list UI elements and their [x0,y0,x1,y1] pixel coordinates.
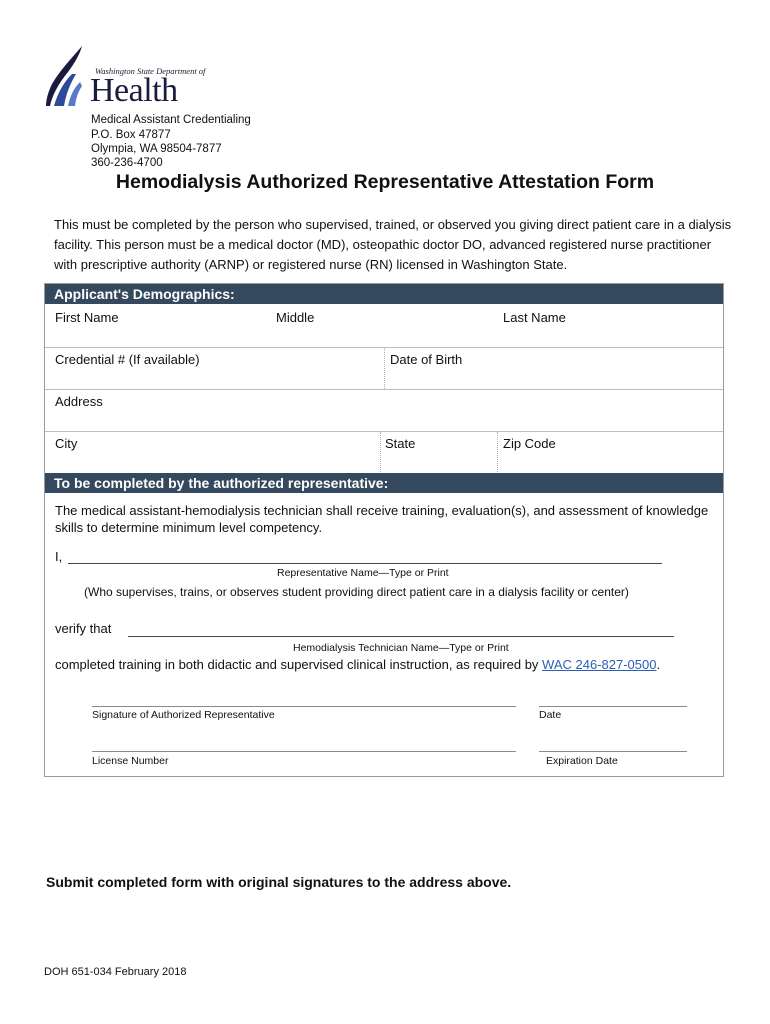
demographics-heading: Applicant's Demographics: [45,284,723,304]
technician-name-input[interactable] [128,636,674,637]
technician-name-caption: Hemodialysis Technician Name—Type or Print [293,642,509,654]
address-line-1: Medical Assistant Credentialing [91,114,251,126]
submit-instructions: Submit completed form with original signatures to the address above. [46,874,512,890]
last-name-field[interactable]: Last Name [503,310,566,325]
address-line-4: 360-236-4700 [91,157,163,169]
first-name-field[interactable]: First Name [55,310,119,325]
completed-text: completed training in both didactic and supervised clinical instruction, as required by [55,657,543,672]
city-field[interactable]: City [55,436,78,451]
logo-agency-text: Washington State Department of [95,66,206,76]
expiration-date-input[interactable] [539,751,687,752]
representative-paragraph: The medical assistant-hemodialysis technician shall receive training, evaluation(s), and assessment of knowledge skills to determine minimum level competency. [55,503,709,535]
signature-date-input[interactable] [539,706,687,707]
address-field[interactable]: Address [55,394,103,409]
representative-name-input[interactable] [68,563,662,564]
address-line-2: P.O. Box 47877 [91,129,171,141]
form-number-footer: DOH 651-034 February 2018 [44,966,187,978]
intro-paragraph: This must be completed by the person who supervised, trained, or observed you giving direct patient care in a dialysis facility. This person must be a medical doctor (MD), osteopathic doctor DO, advanced registered nurse practitioner with prescriptive authority (ARNP) or registered nurse (RN) licensed in Washington State. [54,217,732,272]
supervisor-note: (Who supervises, trains, or observes student providing direct patient care in a dialysis facility or center) [84,585,629,599]
completed-end: . [656,657,661,672]
representative-name-caption: Representative Name—Type or Print [277,567,449,579]
date-of-birth-field[interactable]: Date of Birth [390,352,463,367]
address-line-3: Olympia, WA 98504-7877 [91,143,222,155]
license-number-input[interactable] [92,751,516,752]
credential-field[interactable]: Credential # (If available) [55,352,200,367]
state-field[interactable]: State [385,436,416,451]
completed-training-text [55,657,660,672]
middle-name-field[interactable]: Middle [276,310,315,325]
logo-health-text: Health [90,72,178,109]
expiration-date-label: Expiration Date [546,755,618,767]
form-title: Hemodialysis Authorized Representative Attestation Form [115,171,655,193]
column-divider [384,348,385,389]
row-divider [45,431,723,432]
license-number-label: License Number [92,755,169,767]
column-divider [380,432,381,472]
column-divider [497,432,498,472]
signature-label: Signature of Authorized Representative [92,709,275,721]
signature-input[interactable] [92,706,516,707]
verify-label: verify that [55,621,112,636]
i-label: I, [55,549,63,564]
representative-heading: To be completed by the authorized representative: [45,473,723,493]
row-divider [45,389,723,390]
wac-link[interactable]: WAC 246-827-0500 [542,657,657,672]
date-label: Date [539,709,562,721]
zip-code-field[interactable]: Zip Code [503,436,556,451]
